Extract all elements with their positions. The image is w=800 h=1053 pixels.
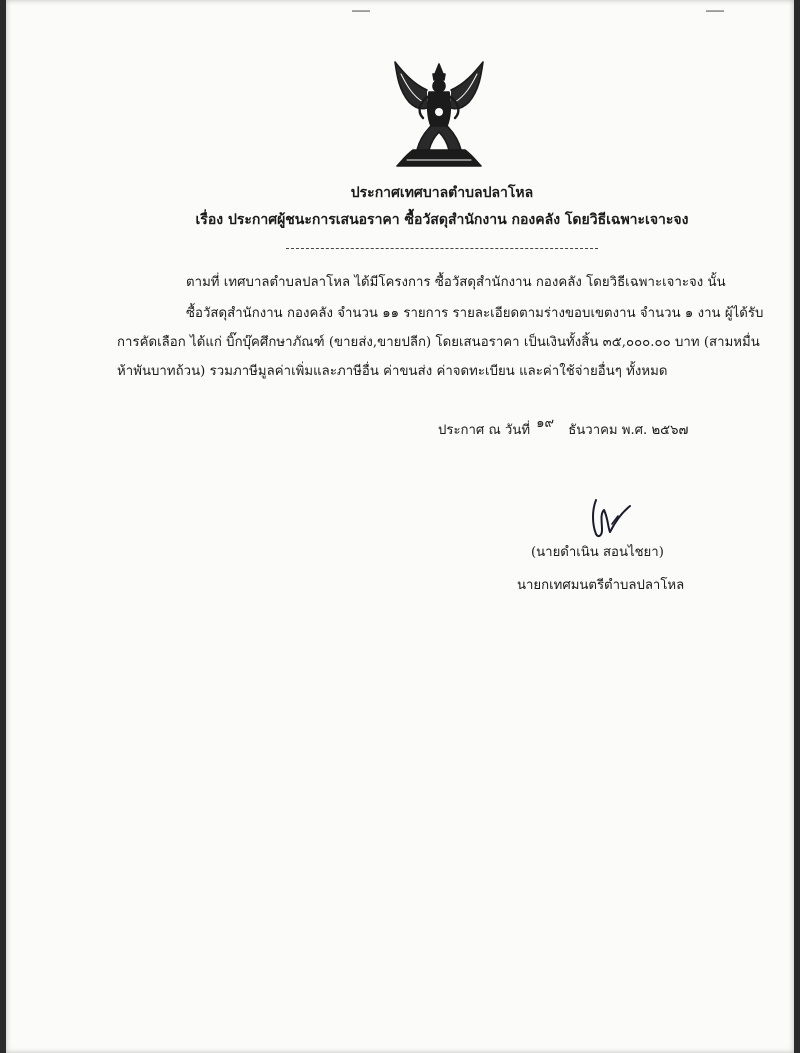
scan-mark: ▬▬▬ bbox=[352, 8, 370, 14]
scan-mark: ▬▬▬ bbox=[706, 8, 724, 14]
body-line: ห้าพันบาทถ้วน) รวมภาษีมูลค่าเพิ่มและภาษีอื่น ค่าขนส่ง ค่าจดทะเบียน และค่าใช้จ่ายอื่นๆ ทั้งหมด bbox=[117, 364, 668, 379]
body-line: การคัดเลือก ได้แก่ บิ๊กบุ๊คศึกษาภัณฑ์ (ขายส่ง,ขายปลีก) โดยเสนอราคา เป็นเงินทั้งสิ้น ๓๕,๐๐๐.๐๐ บาท (สามหมื่น bbox=[117, 335, 760, 350]
announcement-date bbox=[438, 416, 689, 440]
body-line: ตามที่ เทศบาลตำบลปลาโหล ได้มีโครงการ ซื้อวัสดุสำนักงาน กองคลัง โดยวิธีเฉพาะเจาะจง นั้น bbox=[186, 275, 726, 290]
subject-heading: เรื่อง ประกาศผู้ชนะการเสนอราคา ซื้อวัสดุสำนักงาน กองคลัง โดยวิธีเฉพาะเจาะจง bbox=[195, 212, 689, 228]
announce-month-year: ธันวาคม พ.ศ. ๒๕๖๗ bbox=[568, 423, 689, 438]
signer-name: (นายดำเนิน สอนไชยา) bbox=[531, 545, 664, 560]
announce-prefix: ประกาศ ณ วันที่ bbox=[438, 423, 531, 438]
garuda-emblem-icon bbox=[383, 56, 495, 172]
announce-day: ๑๙ bbox=[536, 416, 555, 431]
divider bbox=[286, 248, 598, 249]
body-line: ซื้อวัสดุสำนักงาน กองคลัง จำนวน ๑๑ รายการ รายละเอียดตามร่างขอบเขตงาน จำนวน ๑ งาน ผู้ได้รับ bbox=[186, 306, 764, 321]
page-title: ประกาศเทศบาลตำบลปลาโหล bbox=[350, 185, 534, 201]
signature-icon bbox=[586, 494, 636, 544]
signer-title: นายกเทศมนตรีตำบลปลาโหล bbox=[517, 578, 685, 593]
